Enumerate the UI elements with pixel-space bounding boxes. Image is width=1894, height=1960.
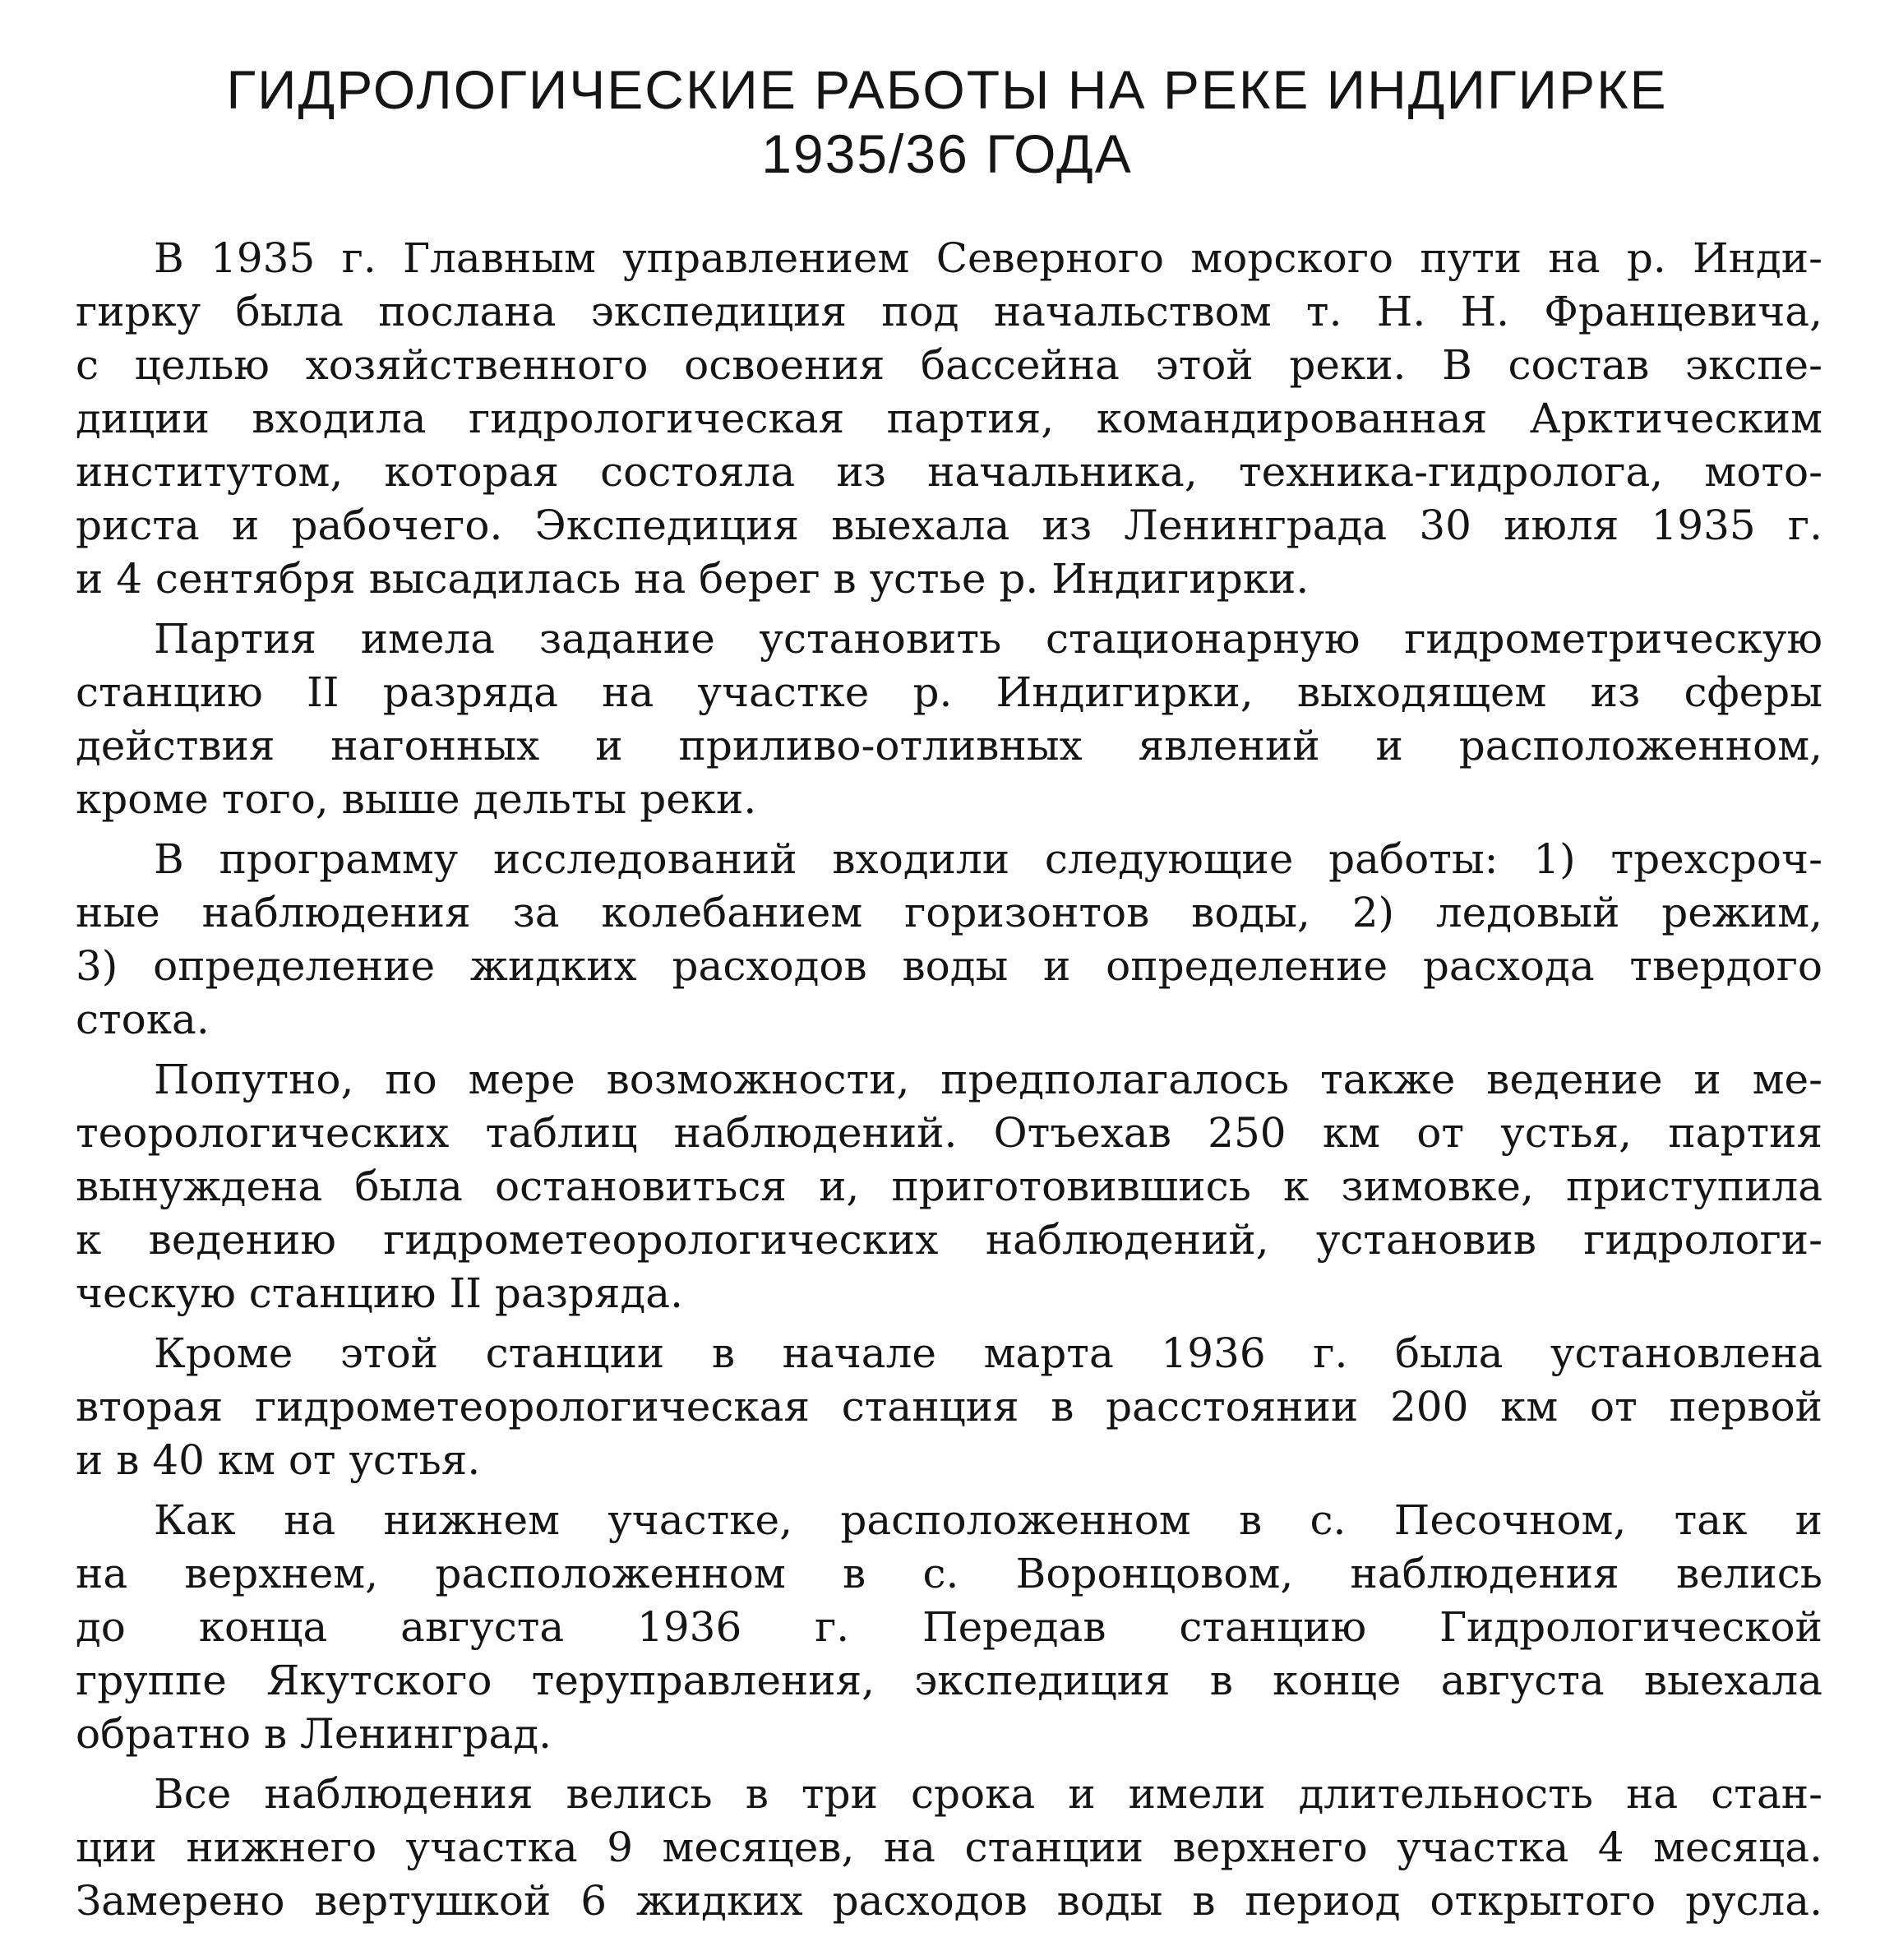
text-line: с целью хозяйственного освоения бассейна этой реки. В состав экспе- [76, 341, 1822, 389]
text-line: В 1935 г. Главным управлением Северного морского пути на р. Инди- [154, 234, 1822, 282]
document-body [76, 232, 1822, 1928]
text-line: В программу исследований входили следующие работы: 1) трехсроч- [154, 835, 1822, 883]
document-title [0, 58, 1894, 186]
paragraph-5 [76, 1327, 1822, 1487]
paragraph-6 [76, 1494, 1822, 1761]
paragraph-1 [76, 232, 1822, 606]
text-line: обратно в Ленинград. [76, 1710, 552, 1758]
text-line: группе Якутского теруправления, экспедиция в конце августа выехала [76, 1657, 1822, 1704]
text-line: к ведению гидрометеорологических наблюдений, установив гидрологи- [76, 1216, 1822, 1264]
text-line: институтом, которая состояла из начальника, техника-гидролога, мото- [76, 448, 1822, 496]
text-line: и 4 сентября высадилась на берег в устье р. Индигирки. [76, 555, 1310, 603]
title-line-2: 1935/36 ГОДА [761, 123, 1133, 184]
text-line: действия нагонных и приливо-отливных явлений и расположенном, [76, 722, 1822, 770]
paragraph-2 [76, 612, 1822, 826]
text-line: стока. [76, 996, 210, 1043]
title-line-1: ГИДРОЛОГИЧЕСКИЕ РАБОТЫ НА РЕКЕ ИНДИГИРКЕ [226, 59, 1668, 120]
text-line: диции входила гидрологическая партия, командированная Арктическим [76, 395, 1822, 442]
text-line: Замерено вертушкой 6 жидких расходов воды в период открытого русла. [76, 1877, 1822, 1925]
text-line: теорологических таблиц наблюдений. Отъехав 250 км от устья, партия [76, 1109, 1822, 1157]
text-line: риста и рабочего. Экспедиция выехала из Ленинграда 30 июля 1935 г. [76, 502, 1822, 549]
text-line: ные наблюдения за колебанием горизонтов воды, 2) ледовый режим, [76, 889, 1822, 936]
text-line: гирку была послана экспедиция под начальством т. Н. Н. Францевича, [76, 288, 1822, 335]
paragraph-4 [76, 1053, 1822, 1320]
text-line: кроме того, выше дельты реки. [76, 775, 757, 823]
text-line: ции нижнего участка 9 месяцев, на станции верхнего участка 4 месяца. [76, 1824, 1822, 1871]
text-line: и в 40 км от устья. [76, 1436, 481, 1484]
text-line: ческую станцию II разряда. [76, 1269, 683, 1317]
text-line: вторая гидрометеорологическая станция в расстоянии 200 км от первой [76, 1383, 1822, 1431]
text-line: Как на нижнем участке, расположенном в с. Песочном, так и [154, 1496, 1822, 1544]
text-line: на верхнем, расположенном в с. Воронцовом, наблюдения велись [76, 1550, 1822, 1597]
text-line: Попутно, по мере возможности, предполагалось также ведение и ме- [154, 1056, 1822, 1103]
text-line: Партия имела задание установить стационарную гидрометрическую [154, 615, 1822, 663]
paragraph-7 [76, 1768, 1822, 1928]
text-line: до конца августа 1936 г. Передав станцию Гидрологической [76, 1603, 1822, 1651]
text-line: станцию II разряда на участке р. Индигирки, выходящем из сферы [76, 668, 1822, 716]
paragraph-3 [76, 833, 1822, 1047]
text-line: вынуждена была остановиться и, приготовившись к зимовке, приступила [76, 1163, 1822, 1210]
text-line: Кроме этой станции в начале марта 1936 г. была установлена [154, 1329, 1822, 1377]
text-line: Все наблюдения велись в три срока и имели длительность на стан- [154, 1770, 1822, 1818]
text-line: 3) определение жидких расходов воды и определение расхода твердого [76, 942, 1822, 990]
